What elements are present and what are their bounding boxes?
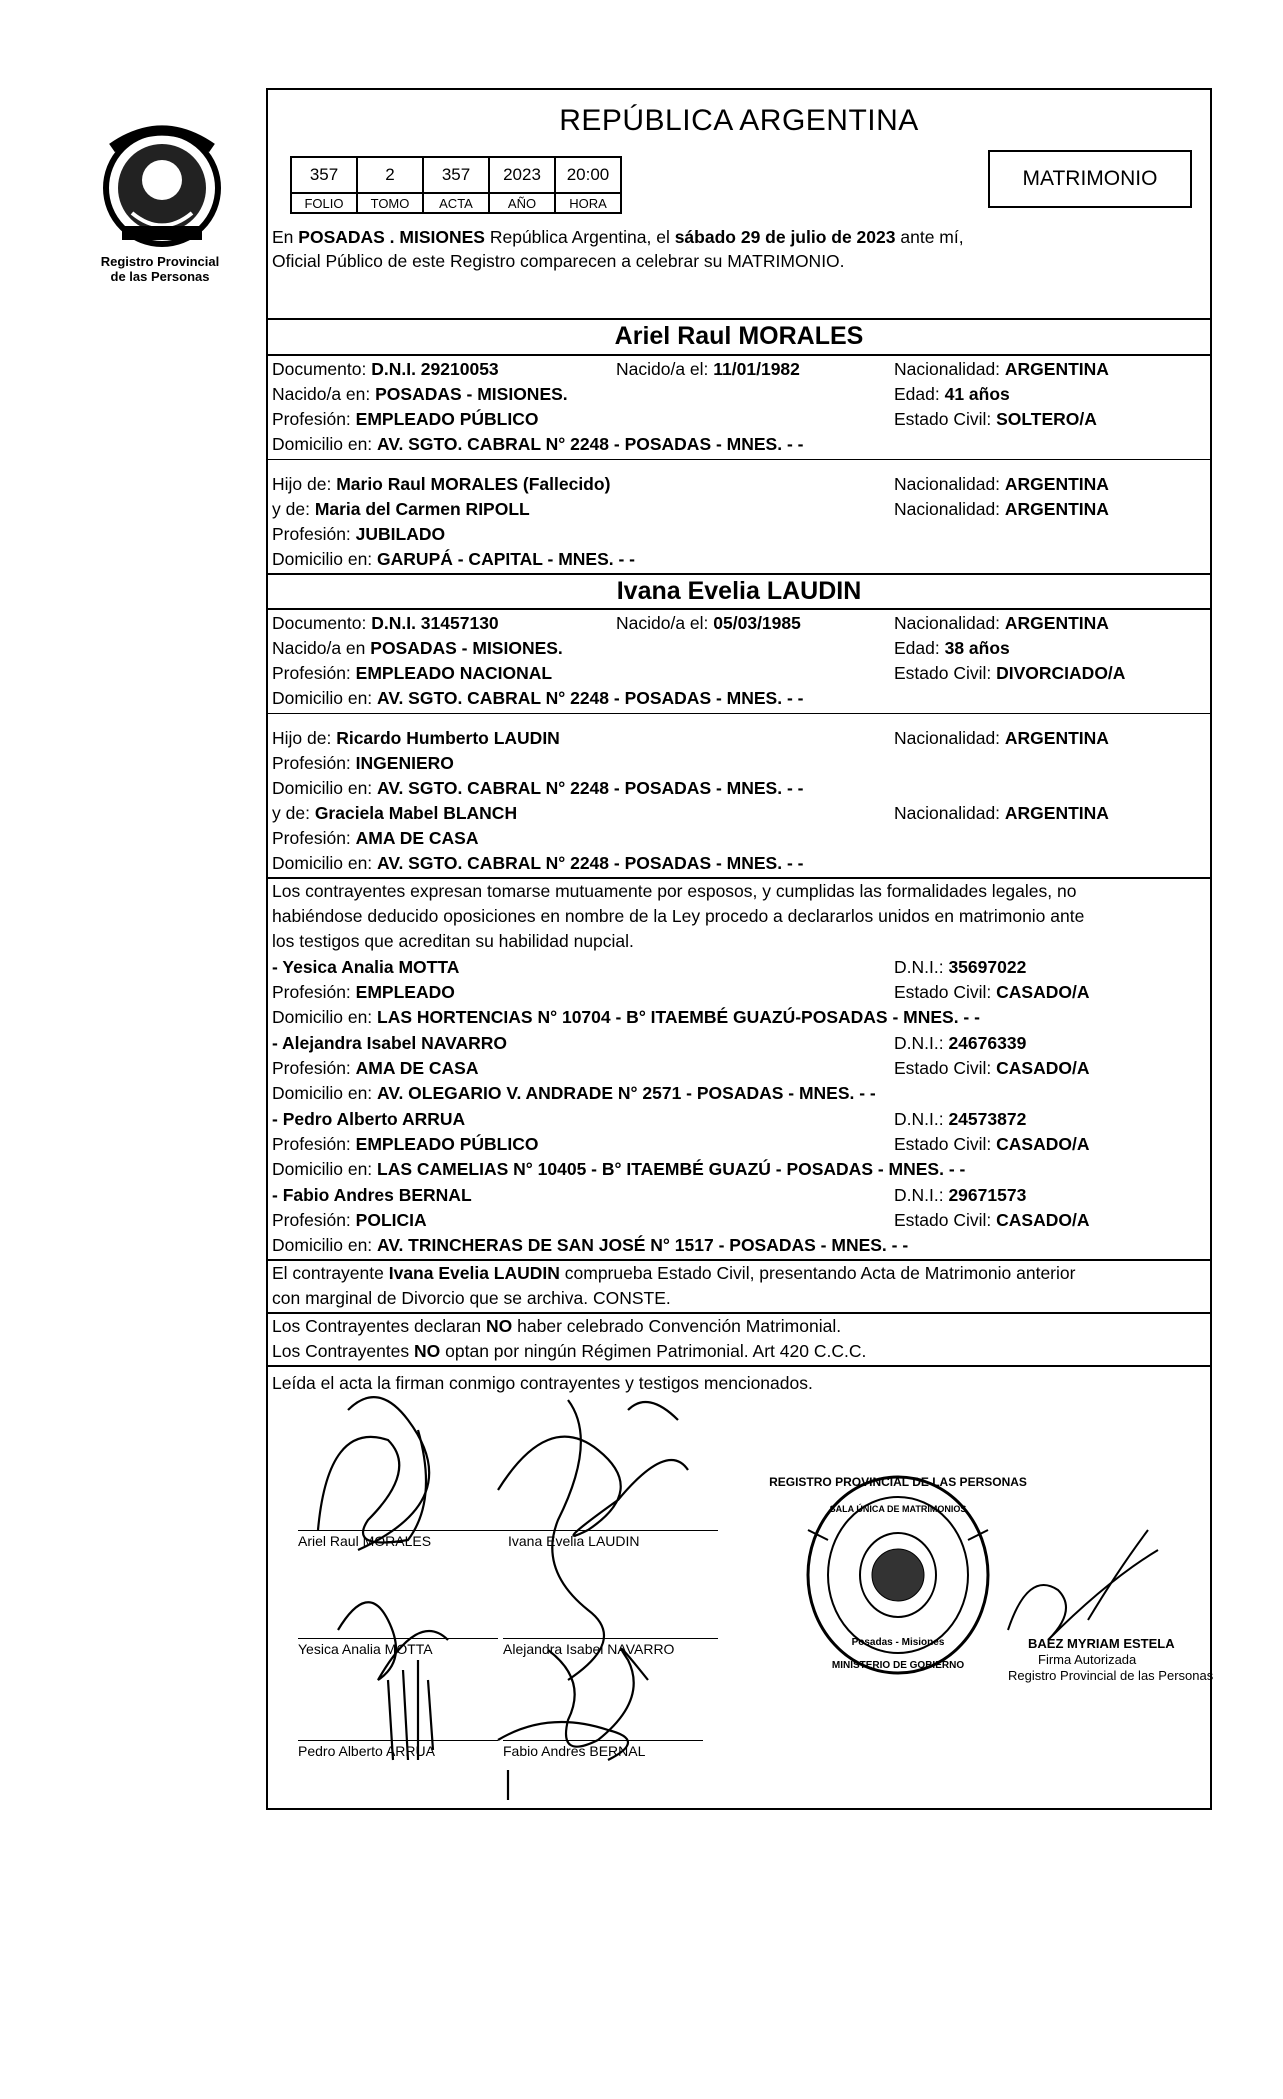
intro-line2: Oficial Público de este Registro comparecen a celebrar su MATRIMONIO.	[272, 251, 845, 271]
witness-1-profession: Profesión: EMPLEADO	[272, 982, 455, 1002]
bride-mother-address: Domicilio en: AV. SGTO. CABRAL N° 2248 - POSADAS - MNES. - -	[272, 853, 804, 873]
page-title: REPÚBLICA ARGENTINA	[559, 104, 919, 137]
witness-3-address: Domicilio en: LAS CAMELIAS N° 10405 - B° ITAEMBÉ GUAZÚ - POSADAS - MNES. - -	[272, 1159, 966, 1179]
register-table	[290, 156, 622, 214]
witness-3-name: - Pedro Alberto ARRUA	[272, 1109, 466, 1129]
closing-line: Leída el acta la firman conmigo contrayentes y testigos mencionados.	[272, 1373, 813, 1393]
witness-1-civil: Estado Civil: CASADO/A	[894, 982, 1090, 1002]
intro-line1: En POSADAS . MISIONES República Argentina, el sábado 29 de julio de 2023 ante mí,	[272, 227, 964, 247]
bride-address: Domicilio en: AV. SGTO. CABRAL N° 2248 - POSADAS - MNES. - -	[272, 688, 804, 708]
witness-2-address: Domicilio en: AV. OLEGARIO V. ANDRADE N° 2571 - POSADAS - MNES. - -	[272, 1083, 876, 1103]
witness-4-address: Domicilio en: AV. TRINCHERAS DE SAN JOSÉ N° 1517 - POSADAS - MNES. - -	[272, 1235, 909, 1255]
signature-witness-3: Pedro Alberto ARRUA	[298, 1743, 435, 1759]
stamp-ring-text: REGISTRO PROVINCIAL DE LAS PERSONAS	[769, 1475, 1027, 1489]
bride-mother: y de: Graciela Mabel BLANCH	[272, 803, 518, 823]
witness-2-civil: Estado Civil: CASADO/A	[894, 1058, 1090, 1078]
signature-witness-4: Fabio Andres BERNAL	[503, 1743, 646, 1759]
tomo-label: TOMO	[357, 193, 423, 213]
acta-value: 357	[423, 157, 489, 193]
bride-nationality: Nacionalidad: ARGENTINA	[894, 613, 1109, 633]
witness-2-name: - Alejandra Isabel NAVARRO	[272, 1033, 508, 1053]
folio-value: 357	[291, 157, 357, 193]
bride-name-heading: Ivana Evelia LAUDIN	[616, 577, 862, 605]
declaration-line1: Los contrayentes expresan tomarse mutuamente por esposos, y cumplidas las formalidades legales, no	[272, 881, 1077, 901]
official-name: BAEZ MYRIAM ESTELA	[1028, 1636, 1175, 1651]
logo-caption	[70, 254, 250, 284]
groom-parent-address: Domicilio en: GARUPÁ - CAPITAL - MNES. - -	[272, 549, 636, 569]
stamp-bottom-text: MINISTERIO DE GOBIERNO	[831, 1660, 965, 1671]
groom-age: Edad: 41 años	[894, 384, 1010, 404]
stamp-inner-text: SALA ÚNICA DE MATRIMONIOS	[829, 1504, 967, 1514]
official-stamp	[769, 1470, 1027, 1680]
regime-line2: Los Contrayentes NO optan por ningún Régimen Patrimonial. Art 420 C.C.C.	[272, 1341, 867, 1361]
certificate-frame	[266, 88, 1212, 1810]
witness-1-name: - Yesica Analia MOTTA	[272, 957, 460, 977]
act-type-box: MATRIMONIO	[988, 150, 1192, 208]
groom-mother-nationality: Nacionalidad: ARGENTINA	[894, 499, 1109, 519]
tomo-value: 2	[357, 157, 423, 193]
bride-mother-profession: Profesión: AMA DE CASA	[272, 828, 479, 848]
bride-father: Hijo de: Ricardo Humberto LAUDIN	[272, 728, 560, 748]
witness-2-profession: Profesión: AMA DE CASA	[272, 1058, 479, 1078]
witness-4-civil: Estado Civil: CASADO/A	[894, 1210, 1090, 1230]
anio-value: 2023	[489, 157, 555, 193]
witness-2-dni: D.N.I.: 24676339	[894, 1033, 1027, 1053]
stamp-city-text: Posadas - Misiones	[851, 1637, 945, 1648]
official-org: Registro Provincial de las Personas	[1008, 1668, 1214, 1683]
witness-4-dni: D.N.I.: 29671573	[894, 1185, 1027, 1205]
note-line2: con marginal de Divorcio que se archiva. CONSTE.	[272, 1288, 671, 1308]
declaration-line3: los testigos que acreditan su habilidad nupcial.	[272, 931, 634, 951]
bride-profession: Profesión: EMPLEADO NACIONAL	[272, 663, 553, 683]
bride-father-address: Domicilio en: AV. SGTO. CABRAL N° 2248 - POSADAS - MNES. - -	[272, 778, 804, 798]
groom-profession: Profesión: EMPLEADO PÚBLICO	[272, 409, 539, 429]
logo-caption-line2: de las Personas	[110, 269, 210, 284]
groom-mother: y de: Maria del Carmen RIPOLL	[272, 499, 530, 519]
bride-father-nationality: Nacionalidad: ARGENTINA	[894, 728, 1109, 748]
witness-3-profession: Profesión: EMPLEADO PÚBLICO	[272, 1134, 539, 1154]
groom-document: Documento: D.N.I. 29210053	[272, 359, 499, 379]
witness-4-name: - Fabio Andres BERNAL	[272, 1185, 472, 1205]
folio-label: FOLIO	[291, 193, 357, 213]
groom-parent-profession: Profesión: JUBILADO	[272, 524, 446, 544]
groom-nationality: Nacionalidad: ARGENTINA	[894, 359, 1109, 379]
signature-groom: Ariel Raul MORALES	[298, 1533, 432, 1549]
declaration-line2: habiéndose deducido oposiciones en nombre de la Ley procedo a declararlos unidos en matrimonio ante	[272, 906, 1085, 926]
groom-father: Hijo de: Mario Raul MORALES (Fallecido)	[272, 474, 611, 494]
signature-bride: Ivana Evelia LAUDIN	[508, 1533, 640, 1549]
signature-witness-1: Yesica Analia MOTTA	[298, 1641, 433, 1657]
hora-label: HORA	[555, 193, 621, 213]
logo-caption-line1: Registro Provincial	[100, 254, 220, 269]
signature-witness-2: Alejandra Isabel NAVARRO	[503, 1641, 675, 1657]
bride-mother-nationality: Nacionalidad: ARGENTINA	[894, 803, 1109, 823]
groom-father-nationality: Nacionalidad: ARGENTINA	[894, 474, 1109, 494]
acta-label: ACTA	[423, 193, 489, 213]
registry-logo	[92, 118, 232, 258]
bride-birthplace: Nacido/a en POSADAS - MISIONES.	[272, 638, 563, 658]
witness-1-dni: D.N.I.: 35697022	[894, 957, 1027, 977]
witness-1-address: Domicilio en: LAS HORTENCIAS N° 10704 - B° ITAEMBÉ GUAZÚ-POSADAS - MNES. - -	[272, 1007, 980, 1027]
bride-age: Edad: 38 años	[894, 638, 1010, 658]
regime-line1: Los Contrayentes declaran NO haber celebrado Convención Matrimonial.	[272, 1316, 842, 1336]
anio-label: AÑO	[489, 193, 555, 213]
bride-civil-status: Estado Civil: DIVORCIADO/A	[894, 663, 1126, 683]
witness-3-civil: Estado Civil: CASADO/A	[894, 1134, 1090, 1154]
hora-value: 20:00	[555, 157, 621, 193]
official-role: Firma Autorizada	[1038, 1652, 1137, 1667]
bride-birthdate: Nacido/a el: 05/03/1985	[616, 613, 801, 633]
note-line1: El contrayente Ivana Evelia LAUDIN comprueba Estado Civil, presentando Acta de Matrimonio anterior	[272, 1263, 1076, 1283]
groom-name-heading: Ariel Raul MORALES	[614, 322, 864, 350]
witness-4-profession: Profesión: POLICIA	[272, 1210, 427, 1230]
witness-3-dni: D.N.I.: 24573872	[894, 1109, 1027, 1129]
groom-birthdate: Nacido/a el: 11/01/1982	[616, 359, 800, 379]
groom-birthplace: Nacido/a en: POSADAS - MISIONES.	[272, 384, 568, 404]
groom-civil-status: Estado Civil: SOLTERO/A	[894, 409, 1097, 429]
bride-father-profession: Profesión: INGENIERO	[272, 753, 454, 773]
handwritten-signatures	[268, 1380, 788, 1800]
bride-document: Documento: D.N.I. 31457130	[272, 613, 499, 633]
groom-address: Domicilio en: AV. SGTO. CABRAL N° 2248 - POSADAS - MNES. - -	[272, 434, 804, 454]
